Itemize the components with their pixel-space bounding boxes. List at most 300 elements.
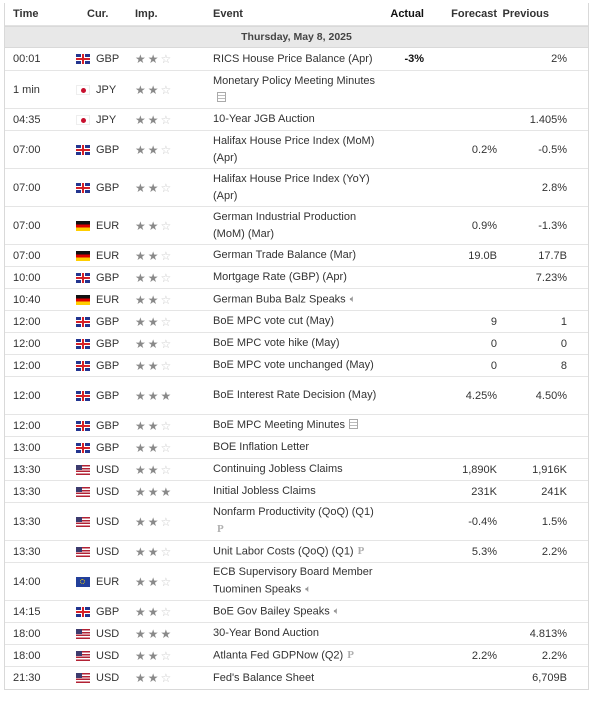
event-cell[interactable] — [213, 73, 383, 107]
star-empty-icon: ☆ — [160, 671, 174, 685]
table-row[interactable] — [5, 71, 588, 109]
event-currency: GBP — [96, 315, 120, 328]
event-forecast: 0 — [490, 337, 497, 350]
table-row[interactable] — [5, 311, 588, 333]
star-filled-icon: ★ — [135, 388, 148, 403]
table-row[interactable] — [5, 601, 588, 623]
us-flag-icon — [76, 465, 90, 475]
importance-stars — [132, 83, 213, 97]
event-time: 12:00 — [13, 315, 41, 328]
event-previous: -1.3% — [538, 219, 567, 232]
table-row[interactable] — [5, 667, 588, 689]
event-forecast: 4.25% — [465, 389, 497, 402]
table-row[interactable] — [5, 645, 588, 667]
speaker-icon[interactable]: 🔈︎ — [349, 293, 356, 305]
event-cell[interactable] — [213, 625, 383, 642]
event-currency: EUR — [96, 249, 120, 262]
event-cell[interactable] — [213, 603, 383, 620]
event-forecast: 1,890K — [462, 463, 497, 476]
star-empty-icon: ☆ — [160, 142, 174, 157]
event-previous: 4.50% — [535, 389, 567, 402]
event-name-link[interactable]: Halifax House Price Index (YoY) (Apr) — [213, 172, 370, 202]
star-filled-icon: ★ — [135, 544, 148, 559]
event-time: 04:35 — [13, 113, 41, 126]
event-time: 12:00 — [13, 359, 41, 372]
event-previous: 4.813% — [529, 627, 567, 640]
event-time: 21:30 — [13, 672, 41, 684]
table-row[interactable] — [5, 109, 588, 131]
event-cell[interactable] — [213, 335, 383, 352]
event-currency: USD — [96, 485, 120, 498]
event-cell[interactable] — [213, 439, 383, 456]
event-name-link[interactable]: ECB Supervisory Board Member Tuominen Speaks — [213, 566, 373, 596]
star-filled-icon: ★ — [135, 484, 148, 499]
event-name-link[interactable]: Halifax House Price Index (MoM) (Apr) — [213, 134, 375, 164]
gb-flag-icon — [76, 54, 90, 64]
event-currency: EUR — [96, 575, 120, 588]
table-row[interactable] — [5, 541, 588, 563]
star-filled-icon: ★ — [135, 604, 148, 619]
importance-stars — [132, 605, 213, 619]
gb-flag-icon — [76, 273, 90, 283]
event-forecast: 19.0B — [468, 249, 497, 262]
star-filled-icon: ★ — [135, 574, 148, 589]
event-cell[interactable] — [213, 483, 383, 500]
event-currency-cell — [67, 464, 132, 476]
table-row[interactable] — [5, 415, 588, 437]
header-actual[interactable]: Actual — [390, 8, 424, 20]
event-name-link[interactable]: 10-Year JGB Auction — [213, 113, 315, 125]
importance-stars — [132, 545, 213, 559]
event-name-link[interactable]: BoE MPC vote unchanged (May) — [213, 359, 374, 371]
event-cell[interactable] — [213, 171, 383, 205]
event-currency: GBP — [96, 143, 120, 156]
event-time: 07:00 — [13, 143, 41, 156]
star-filled-icon: ★ — [135, 462, 148, 477]
importance-stars — [132, 219, 213, 233]
de-flag-icon — [76, 295, 90, 305]
star-filled-icon: ★ — [160, 388, 174, 403]
star-filled-icon: ★ — [147, 52, 161, 66]
event-currency: GBP — [96, 605, 120, 618]
star-filled-icon: ★ — [147, 248, 161, 263]
star-filled-icon: ★ — [135, 52, 148, 66]
header-time[interactable]: Time — [13, 8, 39, 20]
star-empty-icon: ☆ — [160, 514, 174, 529]
star-empty-icon: ☆ — [160, 604, 174, 619]
event-currency-cell — [67, 84, 132, 96]
table-row[interactable] — [5, 355, 588, 377]
star-empty-icon: ☆ — [160, 462, 174, 477]
event-cell[interactable] — [213, 504, 383, 538]
star-filled-icon: ★ — [147, 484, 161, 499]
importance-stars — [132, 181, 213, 195]
importance-stars — [132, 337, 213, 351]
event-cell[interactable] — [213, 133, 383, 167]
event-time: 14:15 — [13, 605, 41, 618]
event-name-link[interactable]: Atlanta Fed GDPNow (Q2) — [213, 649, 344, 662]
star-empty-icon: ☆ — [160, 314, 174, 329]
gb-flag-icon — [76, 391, 90, 401]
star-filled-icon: ★ — [147, 336, 161, 351]
event-time: 07:00 — [13, 219, 41, 232]
star-filled-icon: ★ — [147, 82, 161, 97]
star-empty-icon: ☆ — [160, 82, 174, 97]
importance-stars — [132, 113, 213, 127]
star-filled-icon: ★ — [135, 218, 148, 233]
star-empty-icon: ☆ — [160, 292, 174, 307]
star-empty-icon: ☆ — [160, 248, 174, 263]
star-filled-icon: ★ — [135, 248, 148, 263]
event-currency-cell — [67, 420, 132, 432]
star-empty-icon: ☆ — [160, 112, 174, 127]
star-filled-icon: ★ — [135, 112, 148, 127]
event-cell[interactable] — [213, 291, 383, 308]
table-header — [5, 3, 588, 26]
event-time: 12:00 — [13, 419, 41, 432]
event-forecast: 0 — [490, 359, 497, 372]
star-empty-icon: ☆ — [160, 358, 174, 373]
event-name-link[interactable]: BoE MPC vote cut (May) — [213, 315, 335, 327]
table-row[interactable] — [5, 333, 588, 355]
table-row[interactable] — [5, 623, 588, 645]
event-name-link[interactable]: BoE Gov Bailey Speaks — [213, 605, 330, 618]
event-currency-cell — [67, 182, 132, 194]
event-forecast: 0.2% — [471, 143, 497, 156]
table-row[interactable] — [5, 131, 588, 169]
event-cell[interactable] — [213, 209, 383, 243]
event-forecast: 2.2% — [471, 649, 497, 662]
event-previous: 2.2% — [541, 649, 567, 662]
event-name-link[interactable]: Nonfarm Productivity (QoQ) (Q1) — [213, 506, 374, 519]
gb-flag-icon — [76, 183, 90, 193]
event-currency-cell — [67, 144, 132, 156]
event-time: 18:00 — [13, 649, 41, 662]
de-flag-icon — [76, 251, 90, 261]
event-currency-cell — [67, 250, 132, 262]
star-empty-icon: ☆ — [160, 218, 174, 233]
star-filled-icon: ★ — [135, 292, 148, 307]
event-time: 00:01 — [13, 53, 41, 65]
gb-flag-icon — [76, 339, 90, 349]
event-currency-cell — [67, 360, 132, 372]
star-filled-icon: ★ — [147, 270, 161, 285]
table-row[interactable] — [5, 481, 588, 503]
event-forecast: 9 — [490, 315, 497, 328]
star-filled-icon: ★ — [147, 112, 161, 127]
jp-flag-icon — [76, 85, 90, 95]
star-filled-icon: ★ — [147, 218, 161, 233]
event-currency: JPY — [96, 113, 117, 126]
event-time: 07:00 — [13, 249, 41, 262]
event-currency-cell — [67, 486, 132, 498]
star-filled-icon: ★ — [135, 514, 148, 529]
importance-stars — [132, 293, 213, 307]
event-currency-cell — [67, 442, 132, 454]
event-currency: USD — [96, 515, 120, 528]
event-name-link[interactable]: Monetary Policy Meeting Minutes — [213, 74, 376, 87]
event-currency: USD — [96, 672, 120, 684]
star-filled-icon: ★ — [135, 648, 148, 663]
event-time: 10:40 — [13, 293, 41, 306]
event-previous: 2.8% — [541, 181, 567, 194]
event-currency: GBP — [96, 271, 120, 284]
table-row[interactable] — [5, 48, 588, 71]
de-flag-icon — [76, 221, 90, 231]
importance-stars — [132, 143, 213, 157]
event-forecast: 0.9% — [471, 219, 497, 232]
event-name-link[interactable]: Fed's Balance Sheet — [213, 671, 315, 684]
star-filled-icon: ★ — [135, 314, 148, 329]
event-cell[interactable] — [213, 357, 383, 374]
event-currency: GBP — [96, 53, 120, 65]
gb-flag-icon — [76, 361, 90, 371]
star-filled-icon: ★ — [147, 180, 161, 195]
importance-stars — [132, 315, 213, 329]
preliminary-icon[interactable]: P — [357, 544, 365, 557]
event-currency-cell — [67, 272, 132, 284]
gb-flag-icon — [76, 145, 90, 155]
event-previous: 241K — [541, 485, 567, 498]
event-name-link[interactable]: BoE MPC Meeting Minutes — [213, 419, 346, 431]
table-row[interactable] — [5, 503, 588, 541]
importance-stars — [132, 271, 213, 285]
event-currency: GBP — [96, 181, 120, 194]
event-name-link[interactable]: Unit Labor Costs (QoQ) (Q1) — [213, 545, 354, 558]
star-filled-icon: ★ — [147, 142, 161, 157]
preliminary-icon[interactable]: P — [347, 648, 354, 661]
star-filled-icon: ★ — [147, 604, 161, 619]
eu-flag-icon — [76, 577, 90, 587]
star-filled-icon: ★ — [135, 180, 148, 195]
us-flag-icon — [76, 651, 90, 661]
star-filled-icon: ★ — [147, 388, 161, 403]
importance-stars — [132, 515, 213, 529]
star-filled-icon: ★ — [147, 671, 161, 685]
event-name-link[interactable]: BOE Inflation Letter — [213, 441, 309, 453]
star-filled-icon: ★ — [147, 544, 161, 559]
event-cell[interactable] — [213, 564, 383, 598]
star-empty-icon: ☆ — [160, 574, 174, 589]
star-empty-icon: ☆ — [160, 544, 174, 559]
event-currency-cell — [67, 53, 132, 65]
event-name-link[interactable]: German Buba Balz Speaks — [213, 293, 346, 306]
event-currency-cell — [67, 672, 132, 684]
event-previous: 7.23% — [535, 271, 567, 284]
event-time: 10:00 — [13, 271, 41, 284]
event-time: 13:00 — [13, 441, 41, 454]
importance-stars — [132, 627, 213, 641]
importance-stars — [132, 359, 213, 373]
event-currency: GBP — [96, 441, 120, 454]
star-filled-icon: ★ — [160, 484, 174, 499]
event-currency: EUR — [96, 293, 120, 306]
event-previous: 1,916K — [532, 463, 567, 476]
event-cell[interactable] — [213, 313, 383, 330]
star-filled-icon: ★ — [147, 358, 161, 373]
event-cell[interactable] — [213, 417, 383, 434]
importance-stars — [132, 463, 213, 477]
event-currency: JPY — [96, 83, 117, 96]
event-time: 13:30 — [13, 485, 41, 498]
event-cell[interactable] — [213, 461, 383, 478]
event-time: 12:00 — [13, 389, 41, 402]
star-filled-icon: ★ — [135, 440, 148, 455]
star-filled-icon: ★ — [147, 462, 161, 477]
event-cell[interactable] — [213, 111, 383, 128]
event-name-link[interactable]: German Industrial Production (MoM) (Mar) — [213, 210, 357, 240]
event-name-link[interactable]: BoE Interest Rate Decision (May) — [213, 389, 377, 401]
table-row[interactable] — [5, 245, 588, 267]
event-currency: GBP — [96, 419, 120, 432]
importance-stars — [132, 52, 213, 66]
event-currency-cell — [67, 516, 132, 528]
star-filled-icon: ★ — [135, 358, 148, 373]
importance-stars — [132, 671, 213, 685]
header-currency[interactable]: Cur. — [87, 8, 109, 20]
event-currency-cell — [67, 294, 132, 306]
event-name-link[interactable]: BoE MPC vote hike (May) — [213, 337, 340, 349]
event-name-link[interactable]: Initial Jobless Claims — [213, 485, 316, 497]
event-cell[interactable] — [213, 647, 383, 664]
table-row[interactable] — [5, 437, 588, 459]
header-previous[interactable]: Previous — [502, 8, 549, 20]
event-time: 13:30 — [13, 515, 41, 528]
importance-stars — [132, 249, 213, 263]
event-name-link[interactable]: German Trade Balance (Mar) — [213, 249, 357, 261]
event-previous: 2.2% — [541, 545, 567, 558]
document-icon[interactable] — [349, 419, 358, 429]
event-currency-cell — [67, 650, 132, 662]
event-currency: USD — [96, 463, 120, 476]
star-empty-icon: ☆ — [160, 270, 174, 285]
event-cell[interactable] — [213, 387, 383, 404]
gb-flag-icon — [76, 607, 90, 617]
event-time: 13:30 — [13, 545, 41, 558]
us-flag-icon — [76, 547, 90, 557]
event-time: 14:00 — [13, 575, 41, 588]
star-filled-icon: ★ — [135, 142, 148, 157]
event-cell[interactable] — [213, 51, 383, 68]
event-currency-cell — [67, 628, 132, 640]
star-filled-icon: ★ — [147, 626, 161, 641]
us-flag-icon — [76, 629, 90, 639]
star-filled-icon: ★ — [135, 336, 148, 351]
header-event[interactable]: Event — [213, 7, 243, 20]
star-filled-icon: ★ — [135, 626, 148, 641]
event-previous: 1 — [560, 315, 567, 328]
gb-flag-icon — [76, 421, 90, 431]
event-currency: EUR — [96, 219, 120, 232]
event-previous: 1.405% — [529, 113, 567, 126]
star-empty-icon: ☆ — [160, 52, 174, 66]
event-previous: 8 — [560, 359, 567, 372]
event-currency-cell — [67, 316, 132, 328]
event-name-link[interactable]: Mortgage Rate (GBP) (Apr) — [213, 271, 347, 283]
star-filled-icon: ★ — [135, 671, 148, 685]
table-row[interactable] — [5, 169, 588, 207]
event-name-link[interactable]: RICS House Price Balance (Apr) — [213, 52, 373, 65]
event-time: 1 min — [13, 83, 40, 96]
header-importance[interactable]: Imp. — [135, 8, 158, 20]
gb-flag-icon — [76, 443, 90, 453]
star-empty-icon: ☆ — [160, 336, 174, 351]
star-empty-icon: ☆ — [160, 180, 174, 195]
event-cell[interactable] — [213, 543, 383, 560]
header-forecast[interactable]: Forecast — [451, 8, 497, 20]
importance-stars — [132, 419, 213, 433]
table-row[interactable] — [5, 207, 588, 245]
importance-stars — [132, 575, 213, 589]
event-currency: USD — [96, 545, 120, 558]
event-currency-cell — [67, 220, 132, 232]
event-cell[interactable] — [213, 670, 383, 687]
event-time: 18:00 — [13, 627, 41, 640]
importance-stars — [132, 485, 213, 499]
table-row[interactable] — [5, 267, 588, 289]
table-row[interactable] — [5, 289, 588, 311]
economic-calendar-table — [4, 3, 589, 690]
star-empty-icon: ☆ — [160, 418, 174, 433]
star-filled-icon: ★ — [147, 514, 161, 529]
star-filled-icon: ★ — [147, 440, 161, 455]
event-time: 13:30 — [13, 463, 41, 476]
star-empty-icon: ☆ — [160, 440, 174, 455]
star-filled-icon: ★ — [160, 626, 174, 641]
speaker-icon[interactable]: 🔈︎ — [333, 605, 340, 617]
event-currency-cell — [67, 390, 132, 402]
speaker-icon[interactable]: 🔈︎ — [305, 584, 312, 596]
us-flag-icon — [76, 517, 90, 527]
star-filled-icon: ★ — [135, 82, 148, 97]
event-forecast: 231K — [471, 485, 497, 498]
table-row[interactable] — [5, 563, 588, 601]
star-filled-icon: ★ — [147, 648, 161, 663]
event-cell[interactable] — [213, 269, 383, 286]
document-icon[interactable] — [217, 92, 226, 102]
event-previous: 6,709B — [532, 672, 567, 684]
event-currency: USD — [96, 649, 120, 662]
star-filled-icon: ★ — [147, 292, 161, 307]
star-filled-icon: ★ — [135, 270, 148, 285]
event-forecast: 5.3% — [471, 545, 497, 558]
event-previous: 17.7B — [538, 249, 567, 262]
event-currency-cell — [67, 606, 132, 618]
event-currency: GBP — [96, 389, 120, 402]
event-currency: USD — [96, 627, 120, 640]
us-flag-icon — [76, 487, 90, 497]
event-cell[interactable] — [213, 247, 383, 264]
event-currency: GBP — [96, 359, 120, 372]
event-previous: 0 — [560, 337, 567, 350]
preliminary-icon[interactable]: P — [217, 523, 224, 536]
event-actual: -3% — [404, 53, 424, 65]
event-currency-cell — [67, 338, 132, 350]
date-band: Thursday, May 8, 2025 — [5, 26, 588, 48]
event-previous: -0.5% — [538, 143, 567, 156]
table-row[interactable] — [5, 459, 588, 481]
event-currency-cell — [67, 546, 132, 558]
table-row[interactable] — [5, 377, 588, 415]
event-name-link[interactable]: 30-Year Bond Auction — [213, 627, 320, 639]
event-name-link[interactable]: Continuing Jobless Claims — [213, 463, 343, 475]
event-previous: 1.5% — [541, 515, 567, 528]
event-currency: GBP — [96, 337, 120, 350]
event-rows — [5, 48, 588, 689]
event-currency-cell — [67, 114, 132, 126]
event-previous: 2% — [551, 53, 567, 65]
jp-flag-icon — [76, 115, 90, 125]
